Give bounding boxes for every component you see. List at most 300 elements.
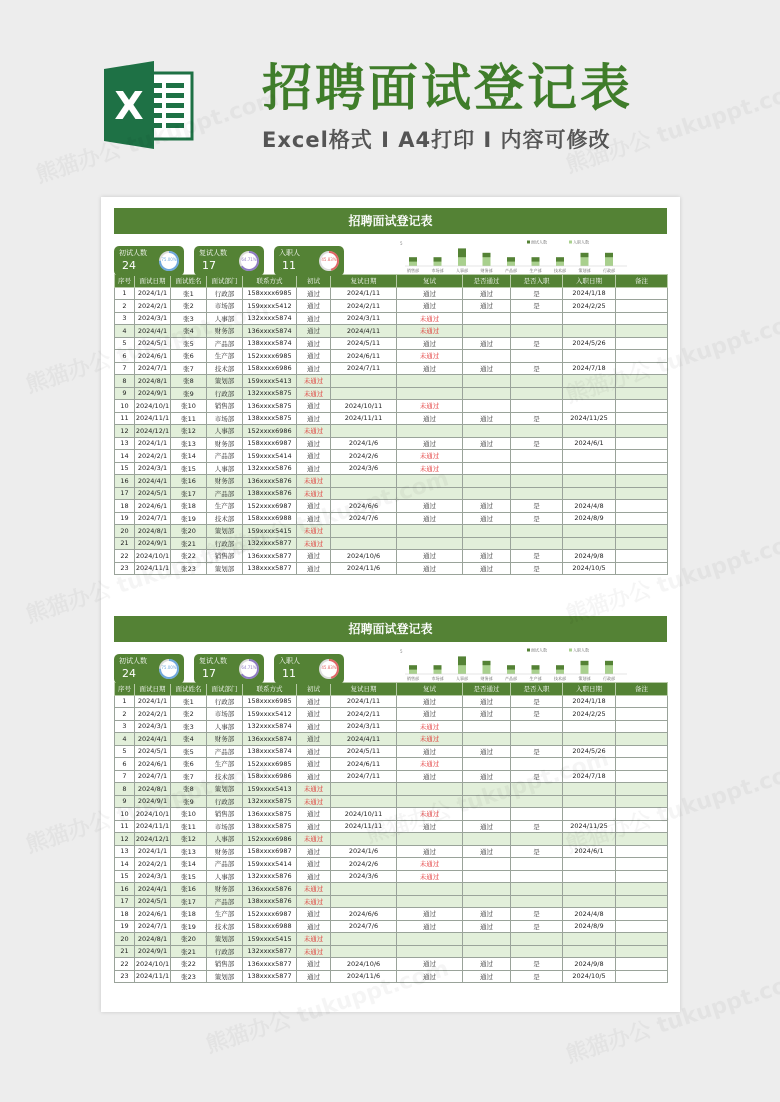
table-cell[interactable] [511,387,563,400]
table-cell[interactable] [616,300,668,313]
table-cell[interactable]: 策划部 [207,375,243,388]
table-cell[interactable]: 159xxxx5414 [243,858,297,871]
table-cell[interactable] [397,945,463,958]
table-cell[interactable]: 136xxxx5876 [243,883,297,896]
table-cell[interactable]: 是 [511,512,563,525]
table-cell[interactable]: 132xxxx5875 [243,795,297,808]
table-cell[interactable]: 张12 [171,425,207,438]
table-cell[interactable]: 产品部 [207,745,243,758]
table-cell[interactable]: 通过 [297,845,331,858]
table-cell[interactable]: 生产部 [207,350,243,363]
table-cell[interactable] [616,920,668,933]
table-cell[interactable]: 2024/1/1 [135,287,171,300]
table-cell[interactable] [397,795,463,808]
table-cell[interactable] [331,537,397,550]
table-cell[interactable]: 20 [115,525,135,538]
table-cell[interactable]: 2024/6/1 [135,908,171,921]
table-cell[interactable] [463,375,511,388]
table-cell[interactable] [463,795,511,808]
table-cell[interactable]: 2024/2/11 [331,300,397,313]
table-cell[interactable]: 未通过 [397,400,463,413]
table-cell[interactable]: 是 [511,958,563,971]
table-cell[interactable]: 2024/7/1 [135,770,171,783]
table-cell[interactable]: 财务部 [207,733,243,746]
table-cell[interactable] [616,287,668,300]
table-cell[interactable]: 通过 [463,745,511,758]
table-cell[interactable]: 通过 [397,770,463,783]
table-cell[interactable]: 2024/5/1 [135,895,171,908]
table-cell[interactable]: 通过 [463,970,511,983]
table-cell[interactable] [616,845,668,858]
table-cell[interactable]: 159xxxx5415 [243,933,297,946]
table-cell[interactable] [463,858,511,871]
table-cell[interactable]: 18 [115,500,135,513]
table-cell[interactable]: 132xxxx5875 [243,387,297,400]
table-cell[interactable]: 通过 [297,550,331,563]
table-cell[interactable]: 张23 [171,970,207,983]
table-cell[interactable]: 通过 [463,412,511,425]
table-cell[interactable] [511,883,563,896]
table-cell[interactable]: 张18 [171,908,207,921]
table-cell[interactable]: 2024/2/1 [135,708,171,721]
table-cell[interactable]: 是 [511,562,563,575]
table-cell[interactable]: 15 [115,870,135,883]
table-cell[interactable] [563,537,616,550]
table-cell[interactable]: 产品部 [207,487,243,500]
table-cell[interactable]: 张16 [171,883,207,896]
table-cell[interactable]: 158xxxx6988 [243,512,297,525]
table-cell[interactable]: 产品部 [207,450,243,463]
table-cell[interactable]: 2024/9/1 [135,387,171,400]
table-cell[interactable]: 159xxxx5414 [243,450,297,463]
table-cell[interactable]: 通过 [463,337,511,350]
table-cell[interactable] [463,350,511,363]
table-cell[interactable]: 是 [511,300,563,313]
table-cell[interactable]: 通过 [397,362,463,375]
table-cell[interactable]: 通过 [297,870,331,883]
table-cell[interactable]: 策划部 [207,970,243,983]
table-cell[interactable] [463,400,511,413]
table-cell[interactable]: 2024/4/11 [331,733,397,746]
table-cell[interactable] [616,462,668,475]
table-cell[interactable]: 2024/7/1 [135,512,171,525]
table-cell[interactable]: 生产部 [207,758,243,771]
table-cell[interactable] [563,387,616,400]
table-cell[interactable] [563,858,616,871]
table-cell[interactable] [331,945,397,958]
table-cell[interactable]: 23 [115,970,135,983]
table-cell[interactable]: 2024/8/9 [563,920,616,933]
table-cell[interactable]: 2024/2/11 [331,708,397,721]
table-cell[interactable] [397,895,463,908]
table-cell[interactable] [331,375,397,388]
table-cell[interactable]: 2024/7/11 [331,770,397,783]
table-cell[interactable]: 138xxxx5874 [243,337,297,350]
table-cell[interactable]: 13 [115,845,135,858]
table-cell[interactable] [616,795,668,808]
table-cell[interactable] [463,450,511,463]
table-cell[interactable] [563,325,616,338]
table-cell[interactable]: 2024/8/1 [135,375,171,388]
table-cell[interactable]: 未通过 [397,733,463,746]
table-cell[interactable] [616,883,668,896]
table-cell[interactable]: 市场部 [207,300,243,313]
table-cell[interactable]: 张6 [171,758,207,771]
table-cell[interactable]: 2024/10/5 [563,562,616,575]
table-cell[interactable]: 21 [115,537,135,550]
table-cell[interactable]: 2024/3/1 [135,462,171,475]
table-cell[interactable] [563,475,616,488]
table-cell[interactable]: 张9 [171,387,207,400]
table-cell[interactable] [463,883,511,896]
table-cell[interactable]: 2024/1/1 [135,845,171,858]
table-cell[interactable] [397,487,463,500]
table-cell[interactable]: 通过 [397,908,463,921]
table-cell[interactable]: 132xxxx5874 [243,312,297,325]
table-cell[interactable] [511,858,563,871]
table-cell[interactable]: 10 [115,808,135,821]
table-cell[interactable] [397,883,463,896]
table-cell[interactable]: 2024/7/18 [563,770,616,783]
table-cell[interactable]: 是 [511,412,563,425]
table-cell[interactable] [463,387,511,400]
table-cell[interactable]: 通过 [397,708,463,721]
table-cell[interactable] [616,525,668,538]
table-cell[interactable]: 2024/11/1 [135,820,171,833]
table-cell[interactable]: 通过 [397,412,463,425]
table-cell[interactable]: 张15 [171,462,207,475]
table-cell[interactable]: 市场部 [207,708,243,721]
table-cell[interactable]: 2024/7/6 [331,512,397,525]
table-cell[interactable]: 2024/2/1 [135,300,171,313]
table-cell[interactable]: 是 [511,362,563,375]
table-cell[interactable]: 17 [115,487,135,500]
table-cell[interactable]: 产品部 [207,895,243,908]
table-cell[interactable]: 159xxxx5412 [243,708,297,721]
table-cell[interactable]: 行政部 [207,387,243,400]
table-cell[interactable]: 138xxxx5875 [243,412,297,425]
table-cell[interactable]: 销售部 [207,958,243,971]
table-cell[interactable]: 2024/10/1 [135,808,171,821]
table-cell[interactable]: 通过 [297,770,331,783]
table-cell[interactable]: 2024/1/11 [331,287,397,300]
table-cell[interactable]: 通过 [397,562,463,575]
table-cell[interactable] [463,895,511,908]
table-cell[interactable]: 是 [511,500,563,513]
table-cell[interactable] [563,733,616,746]
table-cell[interactable]: 人事部 [207,425,243,438]
table-cell[interactable] [463,525,511,538]
table-cell[interactable]: 2024/9/1 [135,537,171,550]
table-cell[interactable]: 张2 [171,300,207,313]
table-cell[interactable]: 通过 [297,450,331,463]
table-cell[interactable]: 4 [115,733,135,746]
table-cell[interactable]: 2024/3/1 [135,312,171,325]
table-cell[interactable] [511,795,563,808]
table-cell[interactable]: 2024/7/1 [135,362,171,375]
table-cell[interactable]: 18 [115,908,135,921]
table-cell[interactable]: 未通过 [297,537,331,550]
table-cell[interactable]: 11 [115,412,135,425]
table-cell[interactable]: 2024/6/6 [331,908,397,921]
table-cell[interactable] [331,783,397,796]
table-cell[interactable]: 2024/5/1 [135,745,171,758]
table-cell[interactable]: 人事部 [207,312,243,325]
table-cell[interactable]: 7 [115,770,135,783]
table-cell[interactable]: 2024/11/11 [331,412,397,425]
table-cell[interactable] [511,375,563,388]
table-cell[interactable]: 技术部 [207,512,243,525]
table-cell[interactable]: 张16 [171,475,207,488]
table-cell[interactable]: 152xxxx6987 [243,500,297,513]
table-cell[interactable]: 2024/1/18 [563,287,616,300]
table-cell[interactable]: 财务部 [207,325,243,338]
table-cell[interactable] [511,525,563,538]
table-cell[interactable] [463,425,511,438]
table-cell[interactable] [616,550,668,563]
table-cell[interactable] [397,933,463,946]
table-cell[interactable]: 132xxxx5877 [243,537,297,550]
table-cell[interactable]: 是 [511,770,563,783]
table-cell[interactable]: 2024/6/1 [135,350,171,363]
table-cell[interactable] [331,833,397,846]
table-cell[interactable]: 2024/10/6 [331,550,397,563]
table-cell[interactable]: 行政部 [207,945,243,958]
table-cell[interactable]: 138xxxx5877 [243,970,297,983]
table-cell[interactable] [511,758,563,771]
table-cell[interactable]: 132xxxx5874 [243,720,297,733]
table-cell[interactable] [397,833,463,846]
table-cell[interactable]: 是 [511,695,563,708]
table-cell[interactable]: 是 [511,845,563,858]
table-cell[interactable]: 是 [511,287,563,300]
table-cell[interactable]: 通过 [463,300,511,313]
table-cell[interactable] [563,525,616,538]
table-cell[interactable]: 未通过 [297,883,331,896]
table-cell[interactable]: 20 [115,933,135,946]
table-cell[interactable]: 通过 [463,845,511,858]
table-cell[interactable]: 通过 [297,745,331,758]
table-cell[interactable]: 张15 [171,870,207,883]
table-cell[interactable] [511,312,563,325]
table-cell[interactable]: 通过 [297,808,331,821]
table-cell[interactable]: 通过 [297,908,331,921]
table-cell[interactable]: 138xxxx5876 [243,895,297,908]
table-cell[interactable]: 张13 [171,845,207,858]
table-cell[interactable]: 未通过 [297,487,331,500]
table-cell[interactable] [397,475,463,488]
table-cell[interactable] [616,733,668,746]
table-cell[interactable]: 张19 [171,512,207,525]
table-cell[interactable]: 张20 [171,933,207,946]
table-cell[interactable]: 132xxxx5876 [243,870,297,883]
table-cell[interactable]: 3 [115,312,135,325]
table-cell[interactable]: 2024/1/1 [135,695,171,708]
table-cell[interactable]: 是 [511,745,563,758]
table-cell[interactable]: 通过 [297,412,331,425]
table-cell[interactable]: 136xxxx5877 [243,550,297,563]
table-cell[interactable] [463,462,511,475]
table-cell[interactable]: 是 [511,437,563,450]
table-cell[interactable] [463,537,511,550]
table-cell[interactable] [331,895,397,908]
table-cell[interactable]: 通过 [397,820,463,833]
table-cell[interactable]: 人事部 [207,462,243,475]
table-cell[interactable]: 通过 [397,300,463,313]
table-cell[interactable]: 未通过 [397,808,463,821]
table-cell[interactable]: 132xxxx5876 [243,462,297,475]
table-cell[interactable]: 15 [115,462,135,475]
table-cell[interactable]: 张5 [171,337,207,350]
table-cell[interactable]: 152xxxx6987 [243,908,297,921]
table-cell[interactable]: 张7 [171,770,207,783]
table-cell[interactable] [616,808,668,821]
table-cell[interactable]: 未通过 [297,387,331,400]
table-cell[interactable] [616,387,668,400]
table-cell[interactable] [616,337,668,350]
table-cell[interactable]: 6 [115,350,135,363]
table-cell[interactable]: 2 [115,300,135,313]
table-cell[interactable]: 张6 [171,350,207,363]
table-cell[interactable]: 2024/3/11 [331,312,397,325]
table-cell[interactable]: 2024/7/6 [331,920,397,933]
table-cell[interactable]: 销售部 [207,400,243,413]
table-cell[interactable] [463,945,511,958]
table-cell[interactable] [331,795,397,808]
table-cell[interactable]: 张8 [171,783,207,796]
table-cell[interactable]: 2024/12/1 [135,425,171,438]
table-cell[interactable]: 是 [511,337,563,350]
table-cell[interactable] [563,487,616,500]
table-cell[interactable] [463,487,511,500]
table-cell[interactable]: 17 [115,895,135,908]
table-cell[interactable] [616,933,668,946]
table-cell[interactable]: 11 [115,820,135,833]
table-cell[interactable]: 通过 [297,300,331,313]
table-cell[interactable]: 未通过 [297,525,331,538]
table-cell[interactable] [616,537,668,550]
table-cell[interactable]: 通过 [297,858,331,871]
table-cell[interactable] [511,933,563,946]
table-cell[interactable]: 未通过 [397,758,463,771]
table-cell[interactable]: 行政部 [207,537,243,550]
table-cell[interactable]: 12 [115,833,135,846]
table-cell[interactable]: 158xxxx6986 [243,770,297,783]
table-cell[interactable]: 通过 [463,820,511,833]
table-cell[interactable]: 152xxxx6985 [243,350,297,363]
table-cell[interactable]: 未通过 [297,425,331,438]
table-cell[interactable]: 财务部 [207,845,243,858]
table-cell[interactable]: 2024/11/25 [563,412,616,425]
table-cell[interactable]: 通过 [463,287,511,300]
table-cell[interactable]: 2024/8/1 [135,933,171,946]
table-cell[interactable] [563,808,616,821]
table-cell[interactable]: 3 [115,720,135,733]
table-cell[interactable]: 12 [115,425,135,438]
table-cell[interactable]: 通过 [297,337,331,350]
table-cell[interactable] [463,325,511,338]
table-cell[interactable]: 2024/7/11 [331,362,397,375]
table-cell[interactable] [563,758,616,771]
table-cell[interactable] [463,475,511,488]
table-cell[interactable] [463,870,511,883]
table-cell[interactable]: 2024/8/9 [563,512,616,525]
table-cell[interactable]: 张8 [171,375,207,388]
table-cell[interactable]: 2024/1/6 [331,845,397,858]
table-cell[interactable] [616,770,668,783]
table-cell[interactable]: 2024/11/6 [331,970,397,983]
table-cell[interactable]: 未通过 [397,720,463,733]
table-cell[interactable] [331,387,397,400]
table-cell[interactable]: 未通过 [397,325,463,338]
table-cell[interactable] [397,425,463,438]
table-cell[interactable] [511,808,563,821]
table-cell[interactable]: 14 [115,450,135,463]
table-cell[interactable]: 通过 [297,462,331,475]
table-cell[interactable]: 通过 [463,908,511,921]
table-cell[interactable]: 是 [511,908,563,921]
table-cell[interactable]: 张3 [171,720,207,733]
table-cell[interactable] [563,783,616,796]
table-cell[interactable] [331,525,397,538]
table-cell[interactable]: 张10 [171,808,207,821]
table-cell[interactable] [331,475,397,488]
table-cell[interactable] [397,387,463,400]
table-cell[interactable] [511,870,563,883]
table-cell[interactable]: 产品部 [207,337,243,350]
table-cell[interactable]: 2024/6/1 [135,500,171,513]
table-cell[interactable]: 136xxxx5874 [243,733,297,746]
table-cell[interactable]: 未通过 [297,475,331,488]
table-cell[interactable]: 张4 [171,325,207,338]
table-cell[interactable]: 2024/10/11 [331,400,397,413]
table-cell[interactable]: 通过 [397,437,463,450]
table-cell[interactable] [397,783,463,796]
table-cell[interactable] [616,412,668,425]
table-cell[interactable]: 8 [115,783,135,796]
table-cell[interactable]: 通过 [297,758,331,771]
table-cell[interactable]: 通过 [397,958,463,971]
table-cell[interactable] [616,437,668,450]
table-cell[interactable]: 未通过 [297,833,331,846]
table-cell[interactable] [511,450,563,463]
table-cell[interactable]: 未通过 [297,945,331,958]
table-cell[interactable]: 张3 [171,312,207,325]
table-cell[interactable] [511,733,563,746]
table-cell[interactable]: 行政部 [207,795,243,808]
table-cell[interactable]: 8 [115,375,135,388]
table-cell[interactable]: 136xxxx5875 [243,400,297,413]
table-cell[interactable] [463,720,511,733]
table-cell[interactable]: 通过 [397,337,463,350]
table-cell[interactable] [511,487,563,500]
table-cell[interactable] [616,350,668,363]
table-cell[interactable]: 10 [115,400,135,413]
table-cell[interactable]: 销售部 [207,808,243,821]
table-cell[interactable]: 159xxxx5415 [243,525,297,538]
table-cell[interactable]: 通过 [297,820,331,833]
table-cell[interactable]: 策划部 [207,525,243,538]
table-cell[interactable]: 2024/2/6 [331,858,397,871]
table-cell[interactable]: 2024/5/11 [331,745,397,758]
table-cell[interactable]: 158xxxx6987 [243,845,297,858]
table-cell[interactable]: 通过 [463,362,511,375]
table-cell[interactable]: 152xxxx6985 [243,758,297,771]
table-cell[interactable] [616,425,668,438]
table-cell[interactable] [616,758,668,771]
table-cell[interactable]: 通过 [297,733,331,746]
table-cell[interactable]: 通过 [463,770,511,783]
